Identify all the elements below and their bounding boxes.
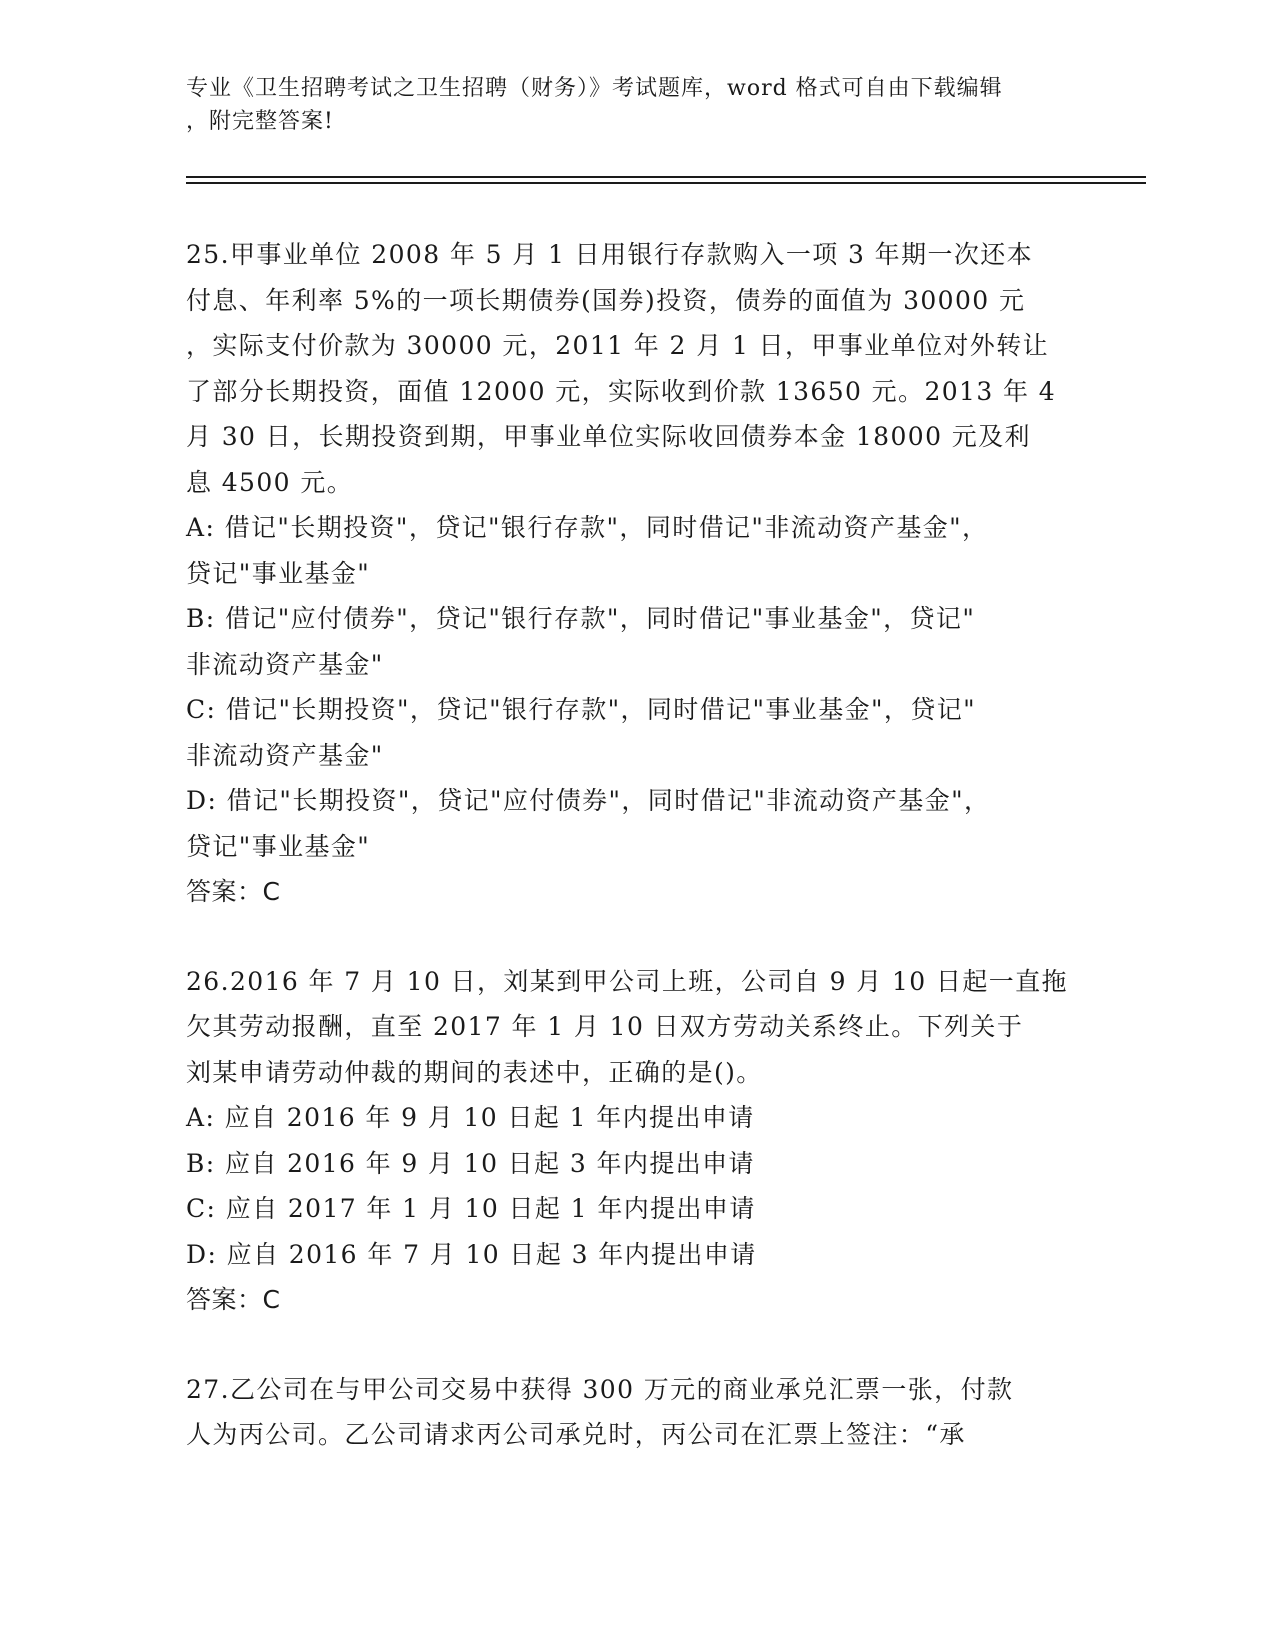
header-divider-top [186,176,1146,178]
header-divider-bottom [186,182,1146,184]
option-line: 贷记"事业基金" [186,831,371,861]
question-stem-line: 息 4500 元。 [186,467,354,497]
question-stem-line: 人为丙公司。乙公司请求丙公司承兑时，丙公司在汇票上签注：“承 [186,1420,966,1449]
question-3 [186,1367,1086,1458]
header-line-2: ，附完整答案! [186,109,334,134]
option-line: A: 应自 2016 年 9 月 10 日起 1 年内提出申请 [186,1103,755,1132]
question-stem-line: 27.乙公司在与甲公司交易中获得 300 万元的商业承兑汇票一张，付款 [186,1374,1014,1404]
option-line: C: 借记"长期投资"，贷记"银行存款"，同时借记"事业基金"，贷记" [186,695,976,724]
question-stem-line: 付息、年利率 5%的一项长期债券(国券)投资，债券的面值为 30000 元 [186,285,1026,315]
option-line: B: 借记"应付债券"，贷记"银行存款"，同时借记"事业基金"，贷记" [186,604,976,633]
option-line: C: 应自 2017 年 1 月 10 日起 1 年内提出申请 [186,1194,756,1223]
question-stem-line: 月 30 日，长期投资到期，甲事业单位实际收回债券本金 18000 元及利 [186,422,1031,451]
option-line: 非流动资产基金" [186,649,384,679]
question-stem-line: ，实际支付价款为 30000 元，2011 年 2 月 1 日，甲事业单位对外转让 [186,331,1049,360]
question-stem-line: 25.甲事业单位 2008 年 5 月 1 日用银行存款购入一项 3 年期一次还本 [186,240,1034,269]
option-line: 非流动资产基金" [186,740,384,770]
question-stem-line: 了部分长期投资，面值 12000 元，实际收到价款 13650 元。2013 年 4 [186,376,1057,406]
question-stem-line: 欠其劳动报酬，直至 2017 年 1 月 10 日双方劳动关系终止。下列关于 [186,1012,1024,1041]
option-line: A: 借记"长期投资"，贷记"银行存款"，同时借记"非流动资产基金"， [186,513,989,542]
question-stem-line: 26.2016 年 7 月 10 日，刘某到甲公司上班，公司自 9 月 10 日起一直拖 [186,966,1068,996]
question-stem-line: 刘某申请劳动仲裁的期间的表述中，正确的是()。 [186,1057,763,1087]
option-line: 贷记"事业基金" [186,558,371,588]
question-list [186,232,1086,1502]
question-2 [186,959,1086,1323]
page-header [186,72,1066,138]
answer-line: 答案：C [186,1285,281,1314]
option-line: D: 借记"长期投资"，贷记"应付债券"，同时借记"非流动资产基金"， [186,786,991,815]
answer-line: 答案：C [186,877,281,906]
header-line-1: 专业《卫生招聘考试之卫生招聘（财务）》考试题库，word 格式可自由下载编辑 [186,76,1003,101]
option-line: B: 应自 2016 年 9 月 10 日起 3 年内提出申请 [186,1148,755,1178]
question-1 [186,232,1086,915]
option-line: D: 应自 2016 年 7 月 10 日起 3 年内提出申请 [186,1239,757,1269]
